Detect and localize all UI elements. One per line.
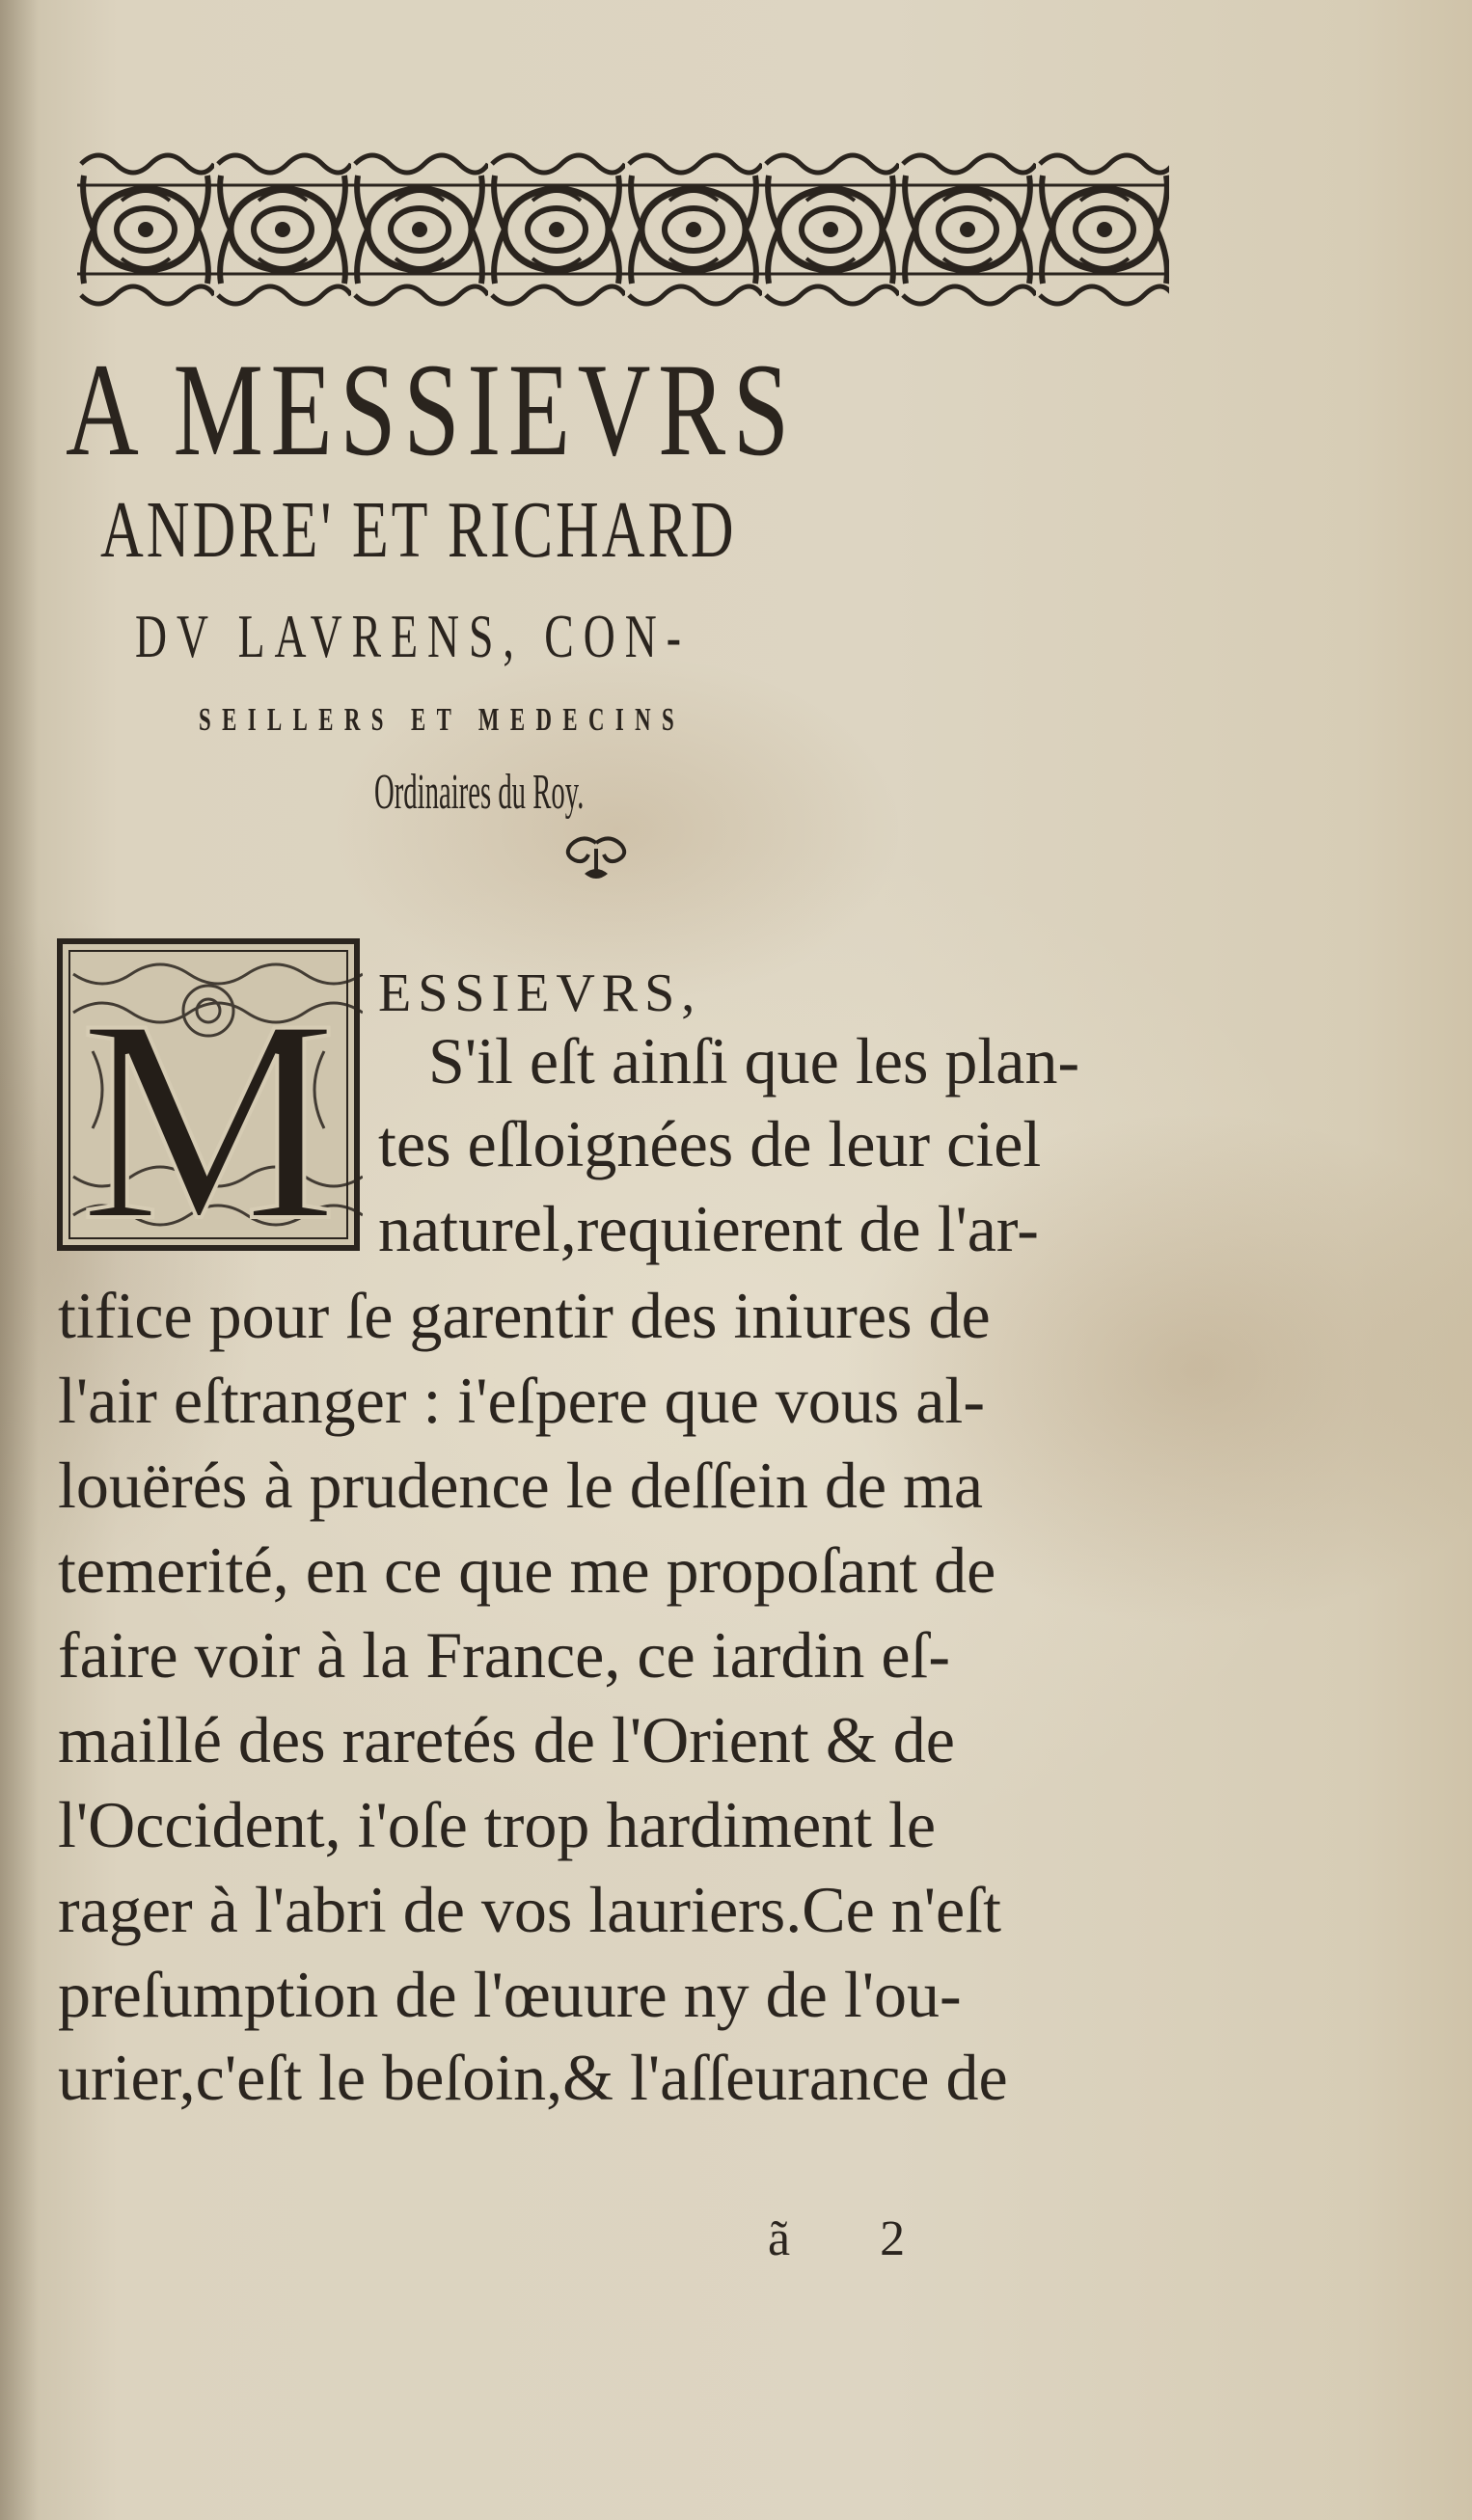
- page-gutter-shadow: [0, 0, 39, 2520]
- ornamental-headpiece: [77, 143, 1169, 316]
- text-line: maillé des raretés de l'Orient & de: [58, 1703, 955, 1776]
- text-line: faire voir à la France, ce iardin eſ-: [58, 1618, 951, 1692]
- text-line: louërés à prudence le deſſein de ma: [58, 1449, 984, 1522]
- text-line: rager à l'abri de vos lauriers.Ce n'eſt: [58, 1873, 1001, 1946]
- heading-line-5: Ordinaires du Roy.: [374, 765, 585, 820]
- text-line: l'air eſtranger : i'eſpere que vous al-: [58, 1364, 985, 1437]
- salutation: ESSIEVRS,: [378, 963, 702, 1023]
- heading-line-1: A MESSIEVRS: [66, 336, 797, 483]
- text-line: l'Occident, i'oſe trop hardiment le: [58, 1788, 937, 1861]
- text-line: urier,c'eſt le beſoin,& l'aſſeurance de: [58, 2041, 1008, 2114]
- signature-mark: ã 2: [768, 2211, 944, 2266]
- text-line: tes eſloignées de leur ciel: [378, 1107, 1042, 1180]
- decorated-initial-m: [54, 935, 363, 1254]
- heading-line-3: DV LAVRENS, CON-: [135, 602, 691, 670]
- initial-letter: M: [79, 960, 338, 1254]
- text-line: S'il eſt ainſi que les plan-: [428, 1024, 1080, 1097]
- heading-line-2: ANDRE' ET RICHARD: [100, 485, 737, 575]
- text-line: naturel,requierent de l'ar-: [378, 1192, 1039, 1265]
- text-line: preſumption de l'œuure ny de l'ou-: [58, 1958, 962, 2031]
- text-line: tifice pour ſe garentir des iniures de: [58, 1279, 991, 1352]
- text-line: temerité, en ce que me propoſant de: [58, 1533, 996, 1607]
- heading-line-4: SEILLERS ET MEDECINS: [199, 702, 686, 738]
- fleuron-ornament-icon: [559, 835, 633, 885]
